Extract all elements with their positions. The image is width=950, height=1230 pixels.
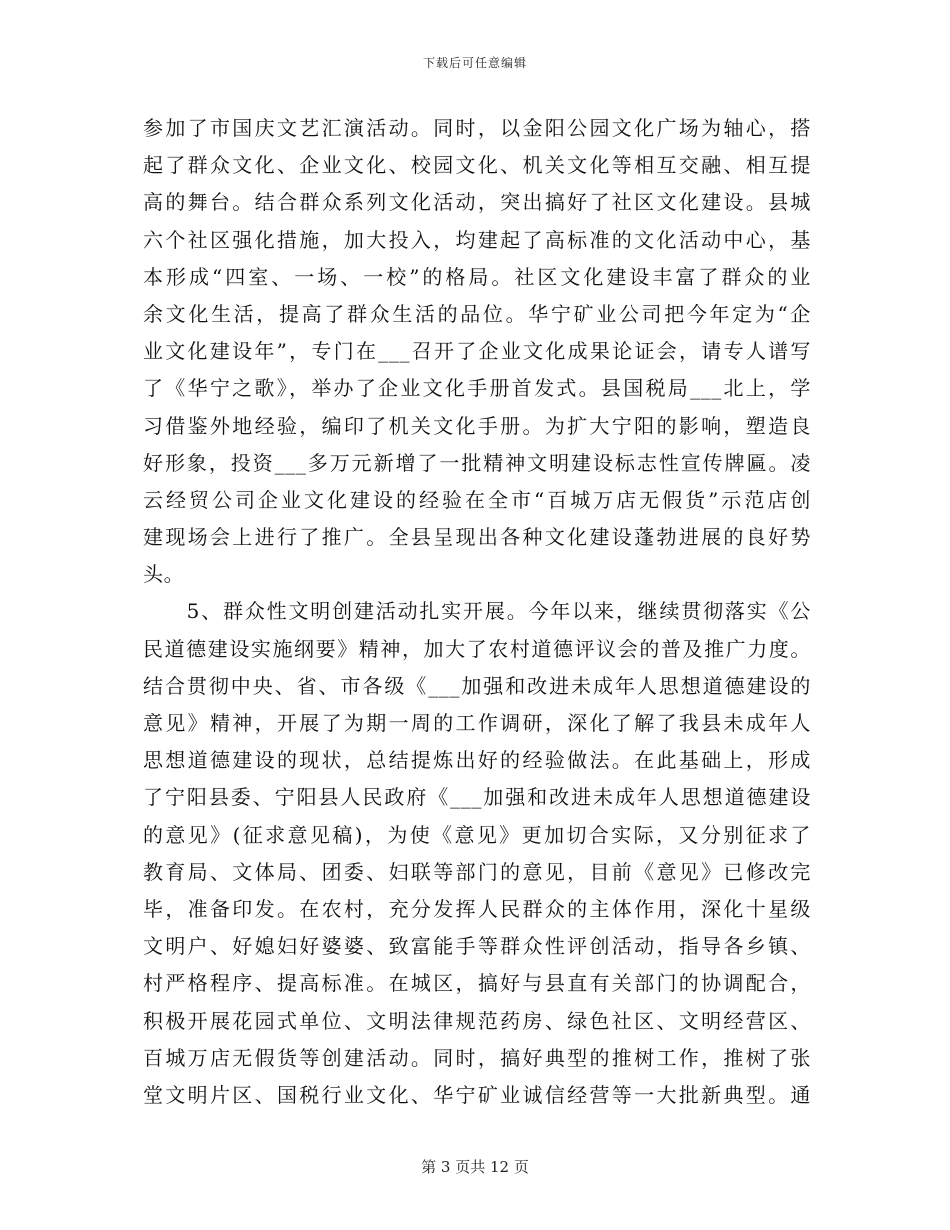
text-line: 高的舞台。结合群众系列文化活动，突出搞好了社区文化建设。县城	[143, 190, 811, 215]
text-line: 百城万店无假货等创建活动。同时，搞好典型的推树工作，推树了张	[143, 1045, 811, 1070]
text-line: 了《华宁之歌》，举办了企业文化手册首发式。县国税局___北上，学	[143, 376, 811, 401]
text-line: 文明户、好媳妇好婆婆、致富能手等群众性评创活动，指导各乡镇、	[143, 934, 811, 959]
text-line: 教育局、文体局、团委、妇联等部门的意见，目前《意见》已修改完	[143, 859, 811, 884]
text-line: 民道德建设实施纲要》精神，加大了农村道德评议会的普及推广力度。	[143, 636, 811, 661]
text-line: 余文化生活，提高了群众生活的品位。华宁矿业公司把今年定为“企	[143, 301, 811, 326]
text-line: 头。	[143, 562, 185, 587]
text-line: 毕，准备印发。在农村，充分发挥人民群众的主体作用，深化十星级	[143, 896, 811, 921]
paragraph-civilization-campaign	[143, 593, 811, 1114]
text-line: 云经贸公司企业文化建设的经验在全市“百城万店无假货”示范店创	[143, 487, 811, 512]
text-line: 积极开展花园式单位、文明法律规范药房、绿色社区、文明经营区、	[143, 1008, 811, 1033]
text-line: 起了群众文化、企业文化、校园文化、机关文化等相互交融、相互提	[143, 153, 811, 178]
text-line: 好形象，投资___多万元新增了一批精神文明建设标志性宣传牌匾。凌	[143, 450, 811, 475]
text-line: 六个社区强化措施，加大投入，均建起了高标准的文化活动中心，基	[143, 227, 811, 252]
page-header-note: 下载后可任意编辑	[422, 56, 527, 70]
text-line: 思想道德建设的现状，总结提炼出好的经验做法。在此基础上，形成	[143, 748, 811, 773]
text-line: 结合贯彻中央、省、市各级《___加强和改进未成年人思想道德建设的	[143, 673, 811, 698]
text-line: 的意见》(征求意见稿)，为使《意见》更加切合实际，又分别征求了	[143, 822, 811, 847]
document-body	[143, 110, 811, 1114]
text-line: 参加了市国庆文艺汇演活动。同时，以金阳公园文化广场为轴心，搭	[143, 116, 811, 140]
text-line: 本形成“四室、一场、一校”的格局。社区文化建设丰富了群众的业	[143, 264, 811, 289]
text-line: 了宁阳县委、宁阳县人民政府《___加强和改进未成年人思想道德建设	[143, 785, 811, 810]
text-line: 5、群众性文明创建活动扎实开展。今年以来，继续贯彻落实《公	[143, 599, 811, 624]
text-line: 习借鉴外地经验，编印了机关文化手册。为扩大宁阳的影响，塑造良	[143, 413, 811, 438]
paragraph-culture-building	[143, 110, 811, 593]
text-line: 建现场会上进行了推广。全县呈现出各种文化建设蓬勃进展的良好势	[143, 525, 811, 550]
text-line: 堂文明片区、国税行业文化、华宁矿业诚信经营等一大批新典型。通	[143, 1082, 811, 1107]
text-line: 业文化建设年”，专门在___召开了企业文化成果论证会，请专人谱写	[143, 339, 811, 364]
page-number-footer: 第 3 页共 12 页	[421, 1158, 529, 1176]
text-line: 村严格程序、提高标准。在城区，搞好与县直有关部门的协调配合，	[143, 971, 811, 996]
text-line: 意见》精神，开展了为期一周的工作调研，深化了解了我县未成年人	[143, 711, 811, 735]
